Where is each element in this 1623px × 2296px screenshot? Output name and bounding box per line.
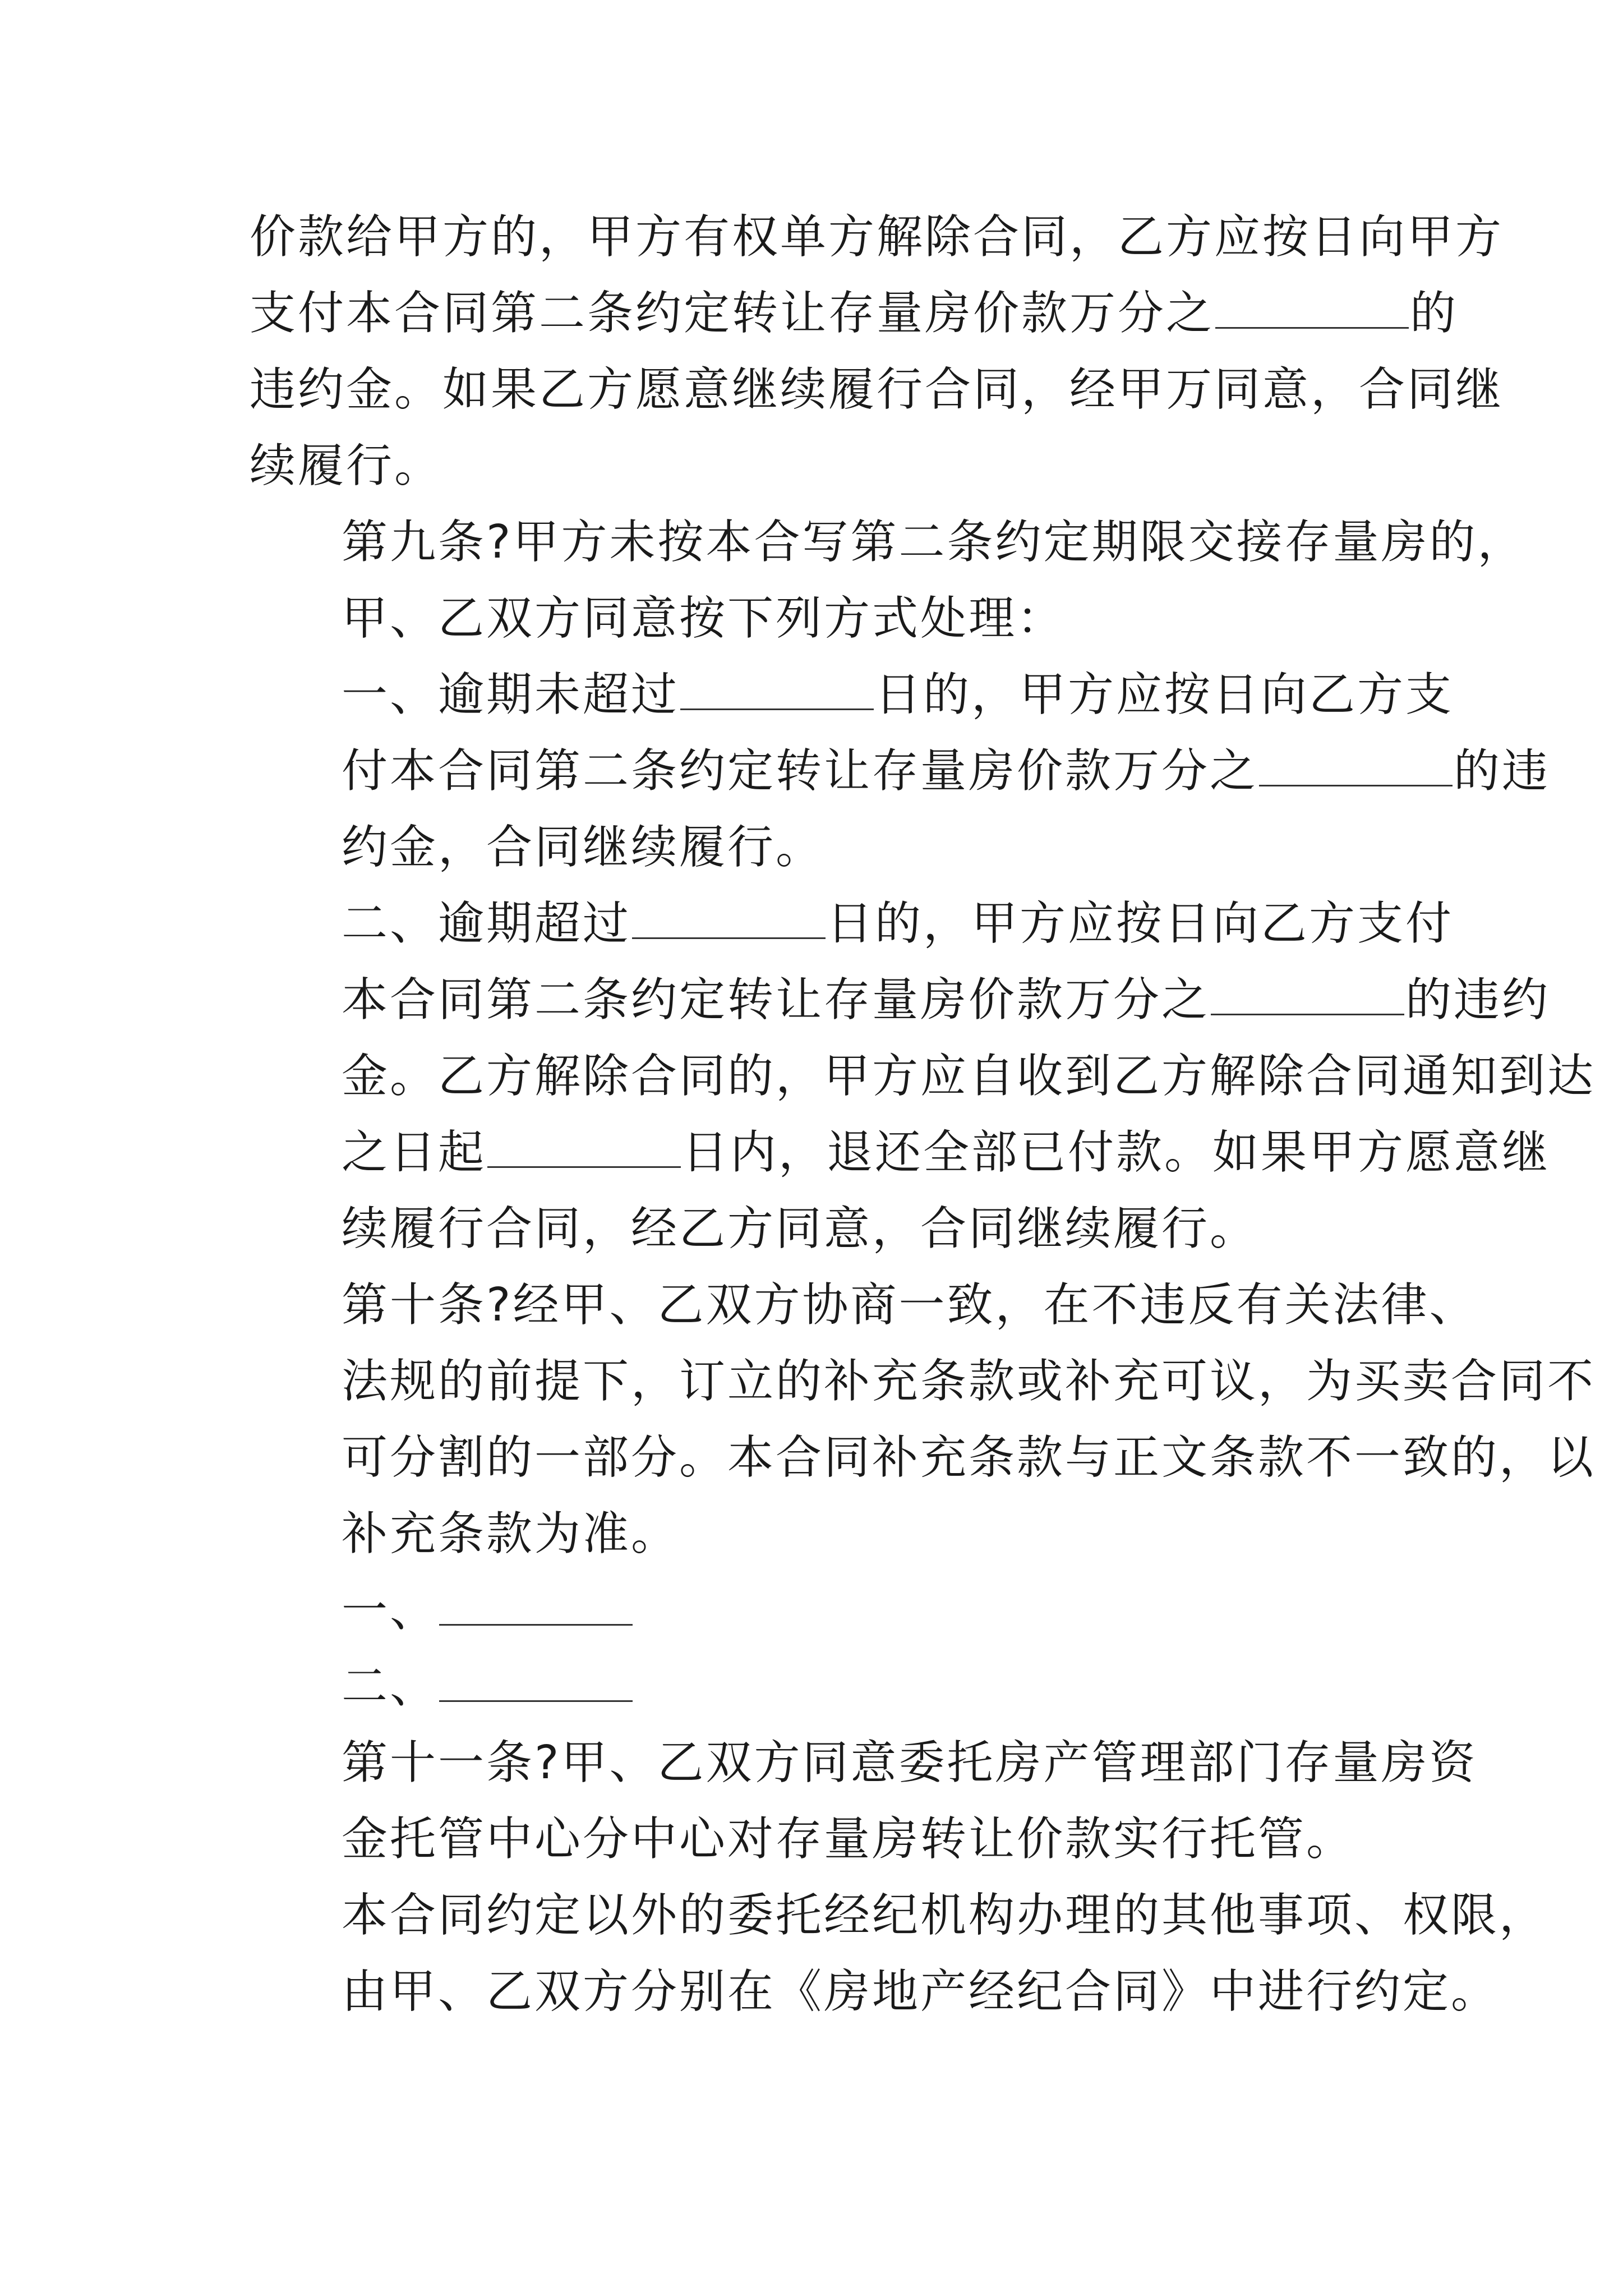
fill-in-blank xyxy=(632,904,826,939)
text-segment: 本合同约定以外的委托经纪机构办理的其他事项、权限， xyxy=(342,1889,1548,1942)
text-line xyxy=(250,504,1526,581)
text-segment: 补充条款为准。 xyxy=(342,1507,680,1561)
fill-in-blank xyxy=(680,675,874,710)
text-line xyxy=(250,1725,1478,1801)
text-line xyxy=(250,1267,1478,1343)
text-segment: 价款给甲方的，甲方有权单方解除合同，乙方应按日向甲方 xyxy=(250,210,1504,264)
document-body xyxy=(250,199,1596,2030)
fill-in-blank xyxy=(1215,293,1409,329)
text-segment: 金托管中心分中心对存量房转让价款实行托管。 xyxy=(342,1812,1355,1866)
text-segment: 可分割的一部分。本合同补充条款与正文条款不一致的，以 xyxy=(342,1431,1596,1484)
text-line xyxy=(250,1038,1596,1115)
text-segment: 付本合同第二条约定转让存量房价款万分之 xyxy=(342,744,1258,798)
text-line xyxy=(250,1954,1500,2030)
paragraph-p2 xyxy=(250,504,1526,657)
fill-in-blank xyxy=(439,1667,633,1702)
text-segment: 第九条?甲方未按本合写第二条约定期限交接存量房的， xyxy=(342,516,1526,569)
text-segment: 违约金。如果乙方愿意继续履行合同，经甲万同意，合同继 xyxy=(250,363,1504,416)
text-line xyxy=(250,275,1459,352)
text-segment: 之日起 xyxy=(342,1126,487,1179)
paragraph-p6 xyxy=(250,1572,1377,1649)
paragraph-p5 xyxy=(250,1267,1596,1572)
text-segment: 续履行合同，经乙方同意，合同继续履行。 xyxy=(342,1202,1258,1255)
text-line xyxy=(250,886,1454,962)
text-segment: 一、 xyxy=(342,1584,439,1637)
text-segment: 日的，甲方应按日向乙方支 xyxy=(875,668,1454,721)
text-segment: 日的，甲方应按日向乙方支付 xyxy=(827,897,1454,950)
text-line xyxy=(250,962,1551,1038)
text-line xyxy=(250,1801,1377,1878)
text-segment: 金。乙方解除合同的，甲方应自收到乙方解除合同通知到达 xyxy=(342,1050,1596,1103)
text-line xyxy=(250,1420,1596,1496)
text-segment: 第十条?经甲、乙双方协商一致，在不违反有关法律、 xyxy=(342,1278,1478,1332)
text-segment: 的违约 xyxy=(1405,973,1551,1027)
text-line xyxy=(250,1343,1596,1420)
paragraph-p7 xyxy=(250,1649,1377,1725)
text-line xyxy=(250,809,1377,886)
text-line xyxy=(250,1878,1548,1954)
text-segment: 一、逾期未超过 xyxy=(342,668,680,721)
text-segment: 续履行。 xyxy=(250,439,443,493)
text-line xyxy=(250,428,1377,504)
text-segment: 第十一条?甲、乙双方同意委托房产管理部门存量房资 xyxy=(342,1736,1478,1789)
fill-in-blank xyxy=(1259,751,1453,786)
text-segment: 日内，退还全部已付款。如果甲方愿意继 xyxy=(682,1126,1551,1179)
text-segment: 支付本合同第二条约定转让存量房价款万分之 xyxy=(250,287,1215,340)
text-line xyxy=(250,733,1551,809)
fill-in-blank xyxy=(487,1133,681,1168)
text-segment: 的 xyxy=(1410,287,1459,340)
text-segment: 本合同第二条约定转让存量房价款万分之 xyxy=(342,973,1210,1027)
paragraph-p3 xyxy=(250,657,1551,886)
text-segment: 二、逾期超过 xyxy=(342,897,631,950)
paragraph-p8 xyxy=(250,1725,1478,1878)
text-line xyxy=(250,1115,1551,1191)
text-line xyxy=(250,657,1454,733)
text-line xyxy=(250,1496,1377,1572)
text-segment: 二、 xyxy=(342,1660,439,1713)
text-segment: 由甲、乙双方分别在《房地产经纪合同》中进行约定。 xyxy=(342,1965,1500,2018)
text-line xyxy=(250,1649,1377,1725)
paragraph-p1 xyxy=(250,199,1504,504)
text-line xyxy=(250,1191,1377,1267)
text-segment: 甲、乙双方同意按下列方式处理： xyxy=(342,592,1066,645)
text-line xyxy=(250,199,1504,275)
text-segment: 的违 xyxy=(1454,744,1551,798)
text-segment: 法规的前提下，订立的补充条款或补充可议，为买卖合同不 xyxy=(342,1355,1596,1408)
fill-in-blank xyxy=(439,1590,633,1626)
text-line xyxy=(250,581,1377,657)
paragraph-p4 xyxy=(250,886,1596,1267)
text-segment: 约金，合同继续履行。 xyxy=(342,821,824,874)
text-line xyxy=(250,352,1504,428)
paragraph-p9 xyxy=(250,1878,1548,2030)
text-line xyxy=(250,1572,1377,1649)
fill-in-blank xyxy=(1211,980,1404,1015)
